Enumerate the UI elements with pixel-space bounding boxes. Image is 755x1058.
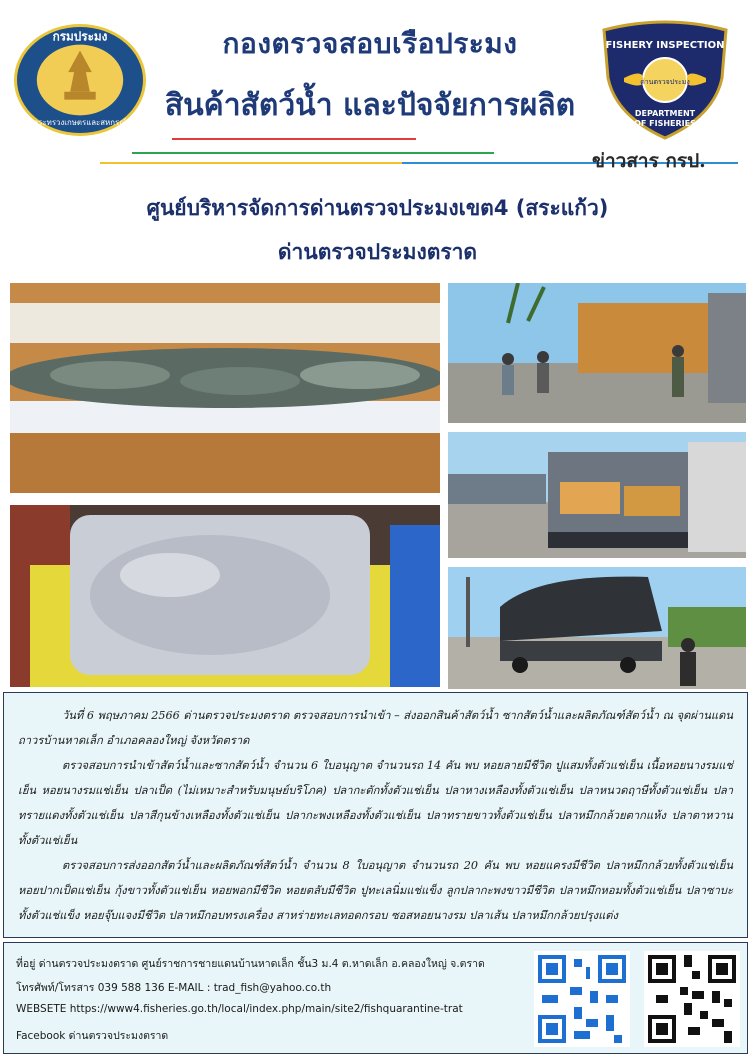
- report-paragraph-2: ตรวจสอบการนำเข้าสัตว์น้ำและซากสัตว์น้ำ จำนวน 6 ใบอนุญาต จำนวนรถ 14 คัน พบ หอยลายมีชีวิต ปูแสมทั้งตัวแช่เย็น เนื้อหอยนางรมแช่เย็น หอยนางรมแช่เย็น ปลาเป็ด (ไม่เหมาะสำหรับมนุษย์บริโภค) ปลากะตักทั้งตัวแช่เย็น ปลาหางเหลืองทั้งตัวแช่เย็น ปลาหนวดฤาษีทั้งตัวแช่เย็น ปลาทรายแดงทั้งตัวแช่เย็น ปลาสีกุนข้างเหลืองทั้งตัวแช่เย็น ปลากะพงเหลืองทั้งตัวแช่เย็น ปลาทรายขาวทั้งตัวแช่เย็น ปลาหมึกกล้วยตากแห้ง ปลาตาหวานทั้งตัวแช่เย็น: [18, 759, 733, 847]
- report-text-box: [3, 692, 748, 938]
- fishery-inspection-shield-icon: [594, 18, 736, 140]
- covered-truck-on-road-photo: [448, 567, 746, 689]
- fisheries-emblem-icon: [16, 27, 144, 133]
- truck-loaded-with-boxes-photo: [448, 432, 746, 558]
- svg-text:OF FISHERIES: OF FISHERIES: [634, 119, 696, 128]
- decor-line-yellow: [100, 162, 402, 164]
- qr-code-icon[interactable]: [644, 951, 740, 1047]
- qr-code-icon[interactable]: [534, 951, 630, 1047]
- contact-footer: [3, 942, 748, 1054]
- report-paragraph-3: ตรวจสอบการส่งออกสัตว์น้ำและผลิตภัณฑ์สัตว์น้ำ จำนวน 8 ใบอนุญาต จำนวนรถ 20 คัน พบ หอยแครงมีชีวิต ปลาหมึกกล้วยทั้งตัวแช่เย็น หอยปากเป็ดแช่เย็น กุ้งขาวทั้งตัวแช่เย็น หอยพอกมีชีวิต หอยตลับมีชีวิต ปูทะเลนิ่มแช่แข็ง ลูกปลากะพงขาวมีชีวิต ปลาหมึกหอมทั้งตัวแช่เย็น ปลาซาบะทั้งตัวแช่แข็ง หอยจุ๊บแจงมีชีวิต ปลาหมึกอบทรงเครื่อง สาหร่ายทะเลทอดกรอบ ซอสหอยนางรม ปลาเส้น ปลาหมึกกล้วยปรุงแต่ง: [18, 859, 733, 922]
- decor-line-red: [172, 138, 416, 140]
- svg-text:DEPARTMENT: DEPARTMENT: [634, 109, 696, 118]
- checkpoint-name: ด่านตรวจประมงตราด: [277, 240, 478, 264]
- news-label: ข่าวสาร กรป.: [592, 150, 706, 172]
- website-link[interactable]: WEBSETE https://www4.fisheries.go.th/local/index.php/main/site2/fishquarantine-trat: [16, 1003, 463, 1015]
- page-title-line2: สินค้าสัตว์น้ำ และปัจจัยการผลิต: [164, 88, 576, 123]
- logo-ring-text: กระทรวงเกษตรและสหกรณ์: [33, 118, 127, 128]
- page-title-line1: กองตรวจสอบเรือประมง: [222, 27, 518, 60]
- report-paragraph-1: วันที่ 6 พฤษภาคม 2566 ด่านตรวจประมงตราด ตรวจสอบการนำเข้า – ส่งออกสินค้าสัตว์น้ำ ซากสัตว์น้ำและผลิตภัณฑ์สัตว์น้ำ ณ จุดผ่านแดนถาวรบ้านหาดเล็ก อำเภอคลองใหญ่ จังหวัดตราด: [18, 709, 733, 747]
- fishery-inspection-badge: [594, 18, 736, 140]
- badge-center-text: ด่านตรวจประมง: [640, 78, 690, 86]
- logo-top-text: กรมประมง: [52, 29, 108, 44]
- center-name: ศูนย์บริหารจัดการด่านตรวจประมงเขต4 (สระแก้ว): [146, 196, 609, 220]
- address-text: ที่อยู่ ด่านตรวจประมงตราด ศูนย์ราชการชายแดนบ้านหาดเล็ก ชั้น3 ม.4 ต.หาดเล็ก อ.คลองใหญ่ จ.ตราด: [16, 958, 485, 970]
- svg-text:FISHERY INSPECTION: FISHERY INSPECTION: [605, 40, 725, 51]
- decor-line-green: [132, 152, 494, 154]
- workers-unloading-truck-photo: [448, 283, 746, 423]
- frozen-squid-in-crate-photo: [10, 505, 440, 687]
- fish-in-foam-box-photo: [10, 283, 440, 493]
- contact-text: โทรศัพท์/โทรสาร 039 588 136 E-MAIL : trad_fish@yahoo.co.th: [16, 982, 332, 994]
- department-of-fisheries-logo: [14, 24, 146, 136]
- facebook-link[interactable]: Facebook ด่านตรวจประมงตราด: [16, 1030, 169, 1042]
